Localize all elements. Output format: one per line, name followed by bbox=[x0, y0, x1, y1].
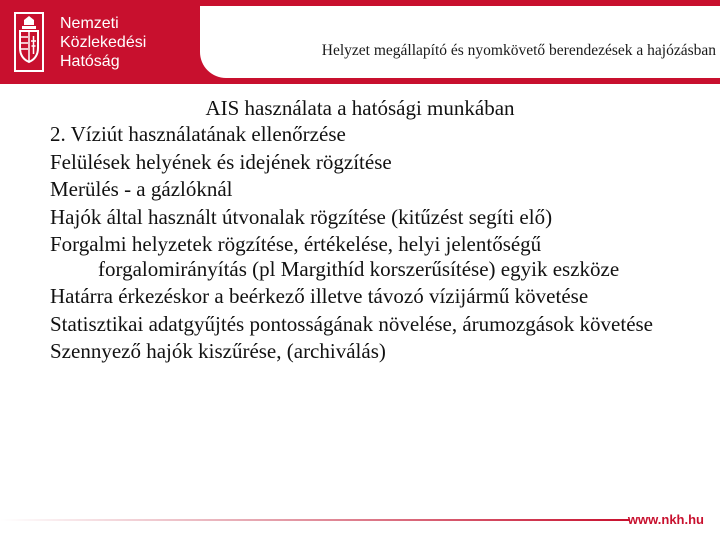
agency-name-line: Közlekedési bbox=[60, 34, 147, 51]
list-item: Felülések helyének és idejének rögzítése bbox=[50, 149, 392, 174]
agency-name-line: Hatóság bbox=[60, 53, 120, 70]
header-title: Helyzet megállapító és nyomkövető berendezések a hajózásban bbox=[321, 42, 716, 59]
list-item: Határra érkezéskor a beérkező illetve távozó vízijármű követése bbox=[50, 284, 589, 308]
agency-name-line: Nemzeti bbox=[60, 15, 119, 32]
bullet-list bbox=[50, 122, 690, 367]
footer-divider bbox=[0, 519, 630, 521]
list-item: 2. Víziút használatának ellenőrzése bbox=[50, 122, 346, 146]
list-item: Statisztikai adatgyűjtés pontosságának növelése, árumozgások követése bbox=[50, 311, 654, 336]
list-item: Hajók által használt útvonalak rögzítése (kitűzést segíti elő) bbox=[50, 204, 553, 229]
header-title-box bbox=[200, 6, 720, 78]
footer-url[interactable]: www.nkh.hu bbox=[627, 512, 704, 527]
agency-logo bbox=[0, 0, 205, 84]
list-item: Merülés - a gázlóknál bbox=[50, 177, 233, 201]
hungarian-coat-of-arms-icon bbox=[14, 12, 44, 72]
list-item: Forgalmi helyzetek rögzítése, értékelése, helyi jelentőségű forgalomirányítás (pl Margithíd korszerűsítése) egyik eszköze bbox=[50, 232, 620, 281]
agency-name bbox=[60, 14, 146, 71]
list-item: Szennyező hajók kiszűrése, (archiválás) bbox=[50, 339, 386, 363]
slide-title: AIS használata a hatósági munkában bbox=[205, 96, 515, 120]
